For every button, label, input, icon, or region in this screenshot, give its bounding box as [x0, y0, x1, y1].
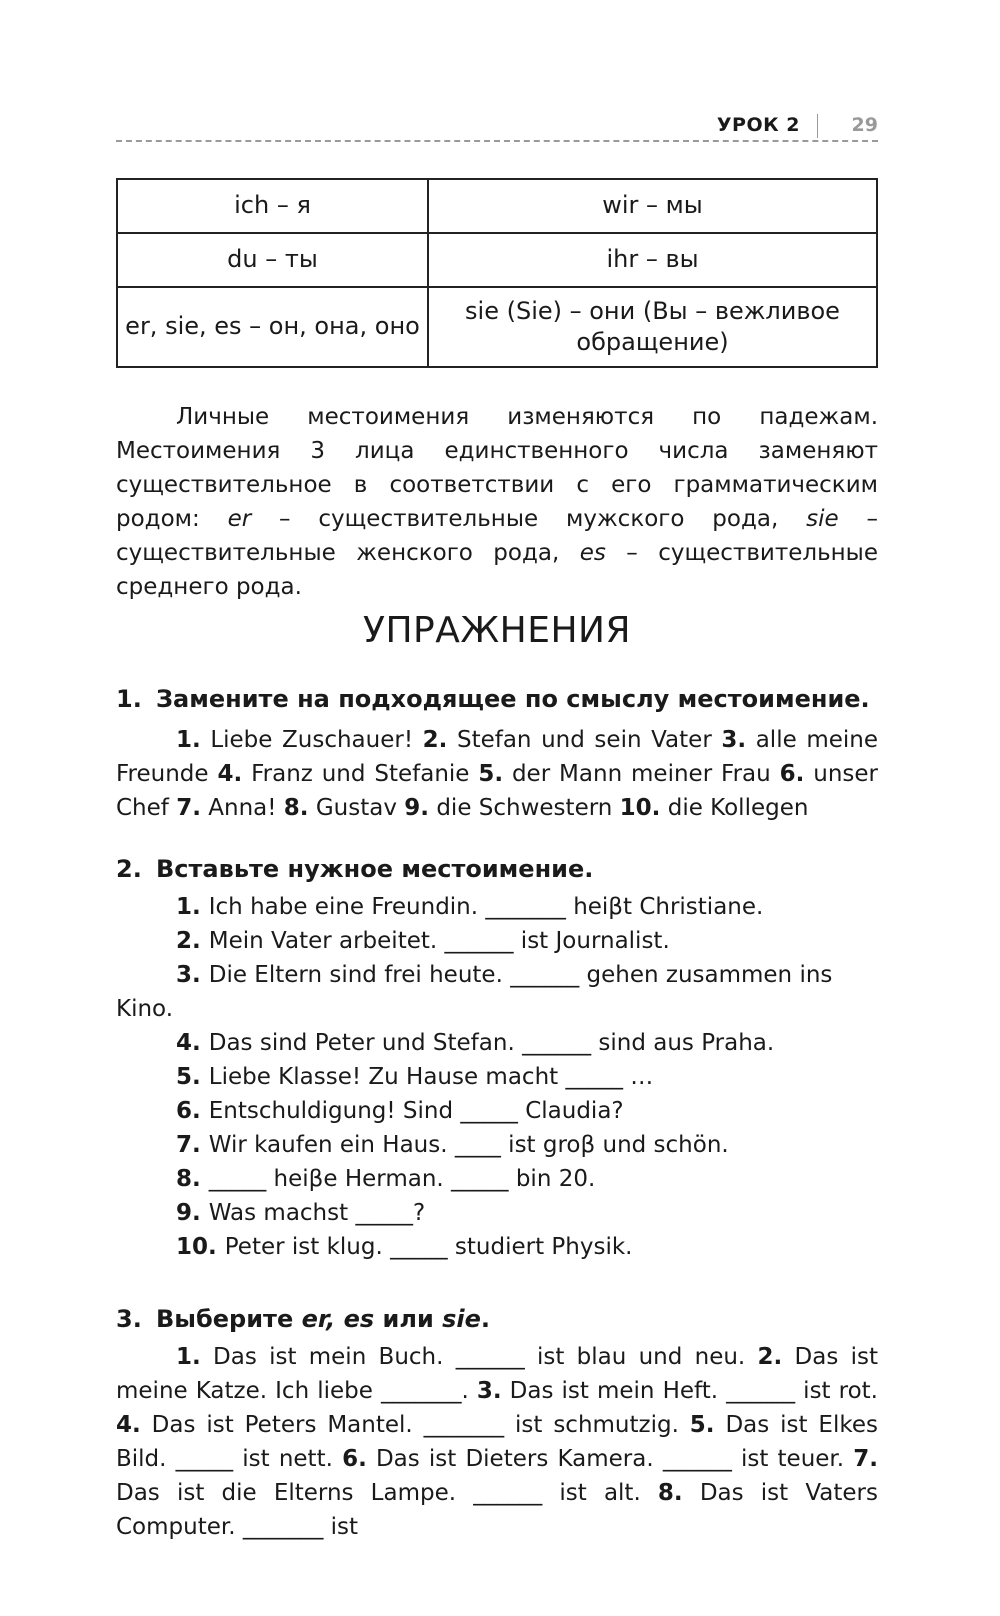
- item-number: 4.: [176, 1030, 201, 1056]
- item-number: 9.: [176, 1200, 201, 1226]
- section-title: УПРАЖНЕНИЯ: [363, 610, 631, 651]
- item-text: die Kollegen: [660, 795, 809, 821]
- header-separator: [817, 114, 818, 138]
- item-text: alle meine Freunde: [116, 727, 878, 787]
- item-number: 5.: [176, 1064, 201, 1090]
- item-number: 5.: [689, 1412, 715, 1438]
- item-text: Das sind Peter und Stefan. ______ sind aus Praha.: [208, 1030, 775, 1056]
- table-cell: wir – мы: [428, 179, 877, 233]
- exercise-1-heading: 1. Замените на подходящее по смыслу местоимение.: [116, 685, 870, 713]
- item-number: 8.: [283, 795, 309, 821]
- table-cell: du – ты: [117, 233, 428, 287]
- item-number: 8.: [176, 1166, 201, 1192]
- table-row: [117, 233, 877, 287]
- intro-paragraph: Личные местоимения изменяются по падежам. Местоимения 3 лица единственного числа заменяют существительное в соответствии с его грамматическим родом: er – существительные мужского рода, sie – существительные женского рода, es – существительные среднего рода.: [116, 404, 878, 600]
- list-item: [116, 1060, 878, 1094]
- item-number: 10.: [619, 795, 661, 821]
- list-item: [116, 1196, 878, 1230]
- item-text: Wir kaufen ein Haus. ____ ist groβ und schön.: [208, 1132, 729, 1158]
- item-number: 2.: [176, 928, 201, 954]
- item-number: 3.: [476, 1378, 502, 1404]
- item-text: Das ist Dieters Kamera. ______ ist teuer.: [366, 1446, 854, 1472]
- list-item: [116, 1026, 878, 1060]
- exercise-2-list: [116, 890, 878, 1264]
- pronoun-table: [116, 178, 878, 368]
- item-text: Das ist Vaters Computer. _______ ist: [116, 1480, 878, 1540]
- item-number: 5.: [478, 761, 504, 787]
- exercise-3-body: [116, 1340, 878, 1544]
- item-text: unser Chef: [116, 761, 878, 821]
- item-text: Das ist meine Katze. Ich liebe _______.: [116, 1344, 878, 1404]
- item-text: der Mann meiner Frau: [503, 761, 780, 787]
- item-text: Liebe Klasse! Zu Hause macht _____ …: [208, 1064, 654, 1090]
- item-number: 9.: [404, 795, 430, 821]
- exercise-2-heading: 2. Вставьте нужное местоимение.: [116, 855, 594, 883]
- item-number: 2.: [757, 1344, 783, 1370]
- table-row: [117, 287, 877, 367]
- list-item: [116, 1162, 878, 1196]
- page-number: 29: [851, 114, 878, 136]
- item-text: Die Eltern sind frei heute. ______ gehen zusammen ins: [208, 962, 833, 988]
- list-item: [116, 958, 878, 1026]
- item-text: Ich habe eine Freundin. _______ heiβt Christiane.: [208, 894, 764, 920]
- list-item: [116, 924, 878, 958]
- table-cell: er, sie, es – он, она, оно: [117, 287, 428, 367]
- item-text: Gustav: [308, 795, 405, 821]
- item-text: Franz und Stefanie: [242, 761, 479, 787]
- item-text: Peter ist klug. _____ studiert Physik.: [224, 1234, 633, 1260]
- item-number: 1.: [176, 1344, 201, 1370]
- list-item: [116, 1128, 878, 1162]
- item-text: Anna!: [200, 795, 284, 821]
- item-text: _____ heiβe Herman. _____ bin 20.: [208, 1166, 596, 1192]
- item-continuation: Kino.: [116, 996, 174, 1022]
- item-number: 2.: [422, 727, 448, 753]
- item-text: Das ist mein Heft. ______ ist rot.: [501, 1378, 878, 1404]
- list-item: [116, 1094, 878, 1128]
- item-number: 1.: [176, 894, 201, 920]
- item-number: 6.: [342, 1446, 367, 1472]
- item-number: 8.: [657, 1480, 683, 1506]
- item-number: 10.: [176, 1234, 217, 1260]
- lesson-label: УРОК 2: [716, 114, 800, 136]
- item-text: Das ist die Elterns Lampe. ______ ist alt.: [116, 1480, 658, 1506]
- table-row: [117, 179, 877, 233]
- item-text: Liebe Zuschauer!: [200, 727, 423, 753]
- item-number: 7.: [176, 795, 201, 821]
- item-number: 7.: [853, 1446, 878, 1472]
- table-cell: sie (Sie) – они (Вы – вежливое обращение): [428, 287, 877, 367]
- list-item: [116, 890, 878, 924]
- item-number: 1.: [176, 727, 201, 753]
- item-text: Mein Vater arbeitet. ______ ist Journalist.: [208, 928, 670, 954]
- table-cell: ihr – вы: [428, 233, 877, 287]
- item-text: Das ist mein Buch. ______ ist blau und neu.: [200, 1344, 758, 1370]
- item-number: 6.: [176, 1098, 201, 1124]
- item-text: Das ist Peters Mantel. _______ ist schmutzig.: [140, 1412, 690, 1438]
- item-number: 4.: [116, 1412, 141, 1438]
- item-number: 4.: [217, 761, 243, 787]
- item-number: 3.: [721, 727, 747, 753]
- item-number: 7.: [176, 1132, 201, 1158]
- table-cell: ich – я: [117, 179, 428, 233]
- exercise-3-heading: 3. Выберите er, es или sie.: [116, 1305, 491, 1333]
- running-header: [116, 108, 878, 148]
- item-text: die Schwestern: [429, 795, 620, 821]
- item-text: Entschuldigung! Sind _____ Claudia?: [208, 1098, 624, 1124]
- item-text: Was machst _____?: [208, 1200, 426, 1226]
- item-number: 3.: [176, 962, 201, 988]
- item-number: 6.: [779, 761, 805, 787]
- item-text: Stefan und sein Vater: [447, 727, 722, 753]
- header-dashed-rule: [116, 140, 878, 142]
- list-item: [116, 1230, 878, 1264]
- exercise-1-body: [116, 723, 878, 825]
- item-text: Das ist Elkes Bild. _____ ist nett.: [116, 1412, 878, 1472]
